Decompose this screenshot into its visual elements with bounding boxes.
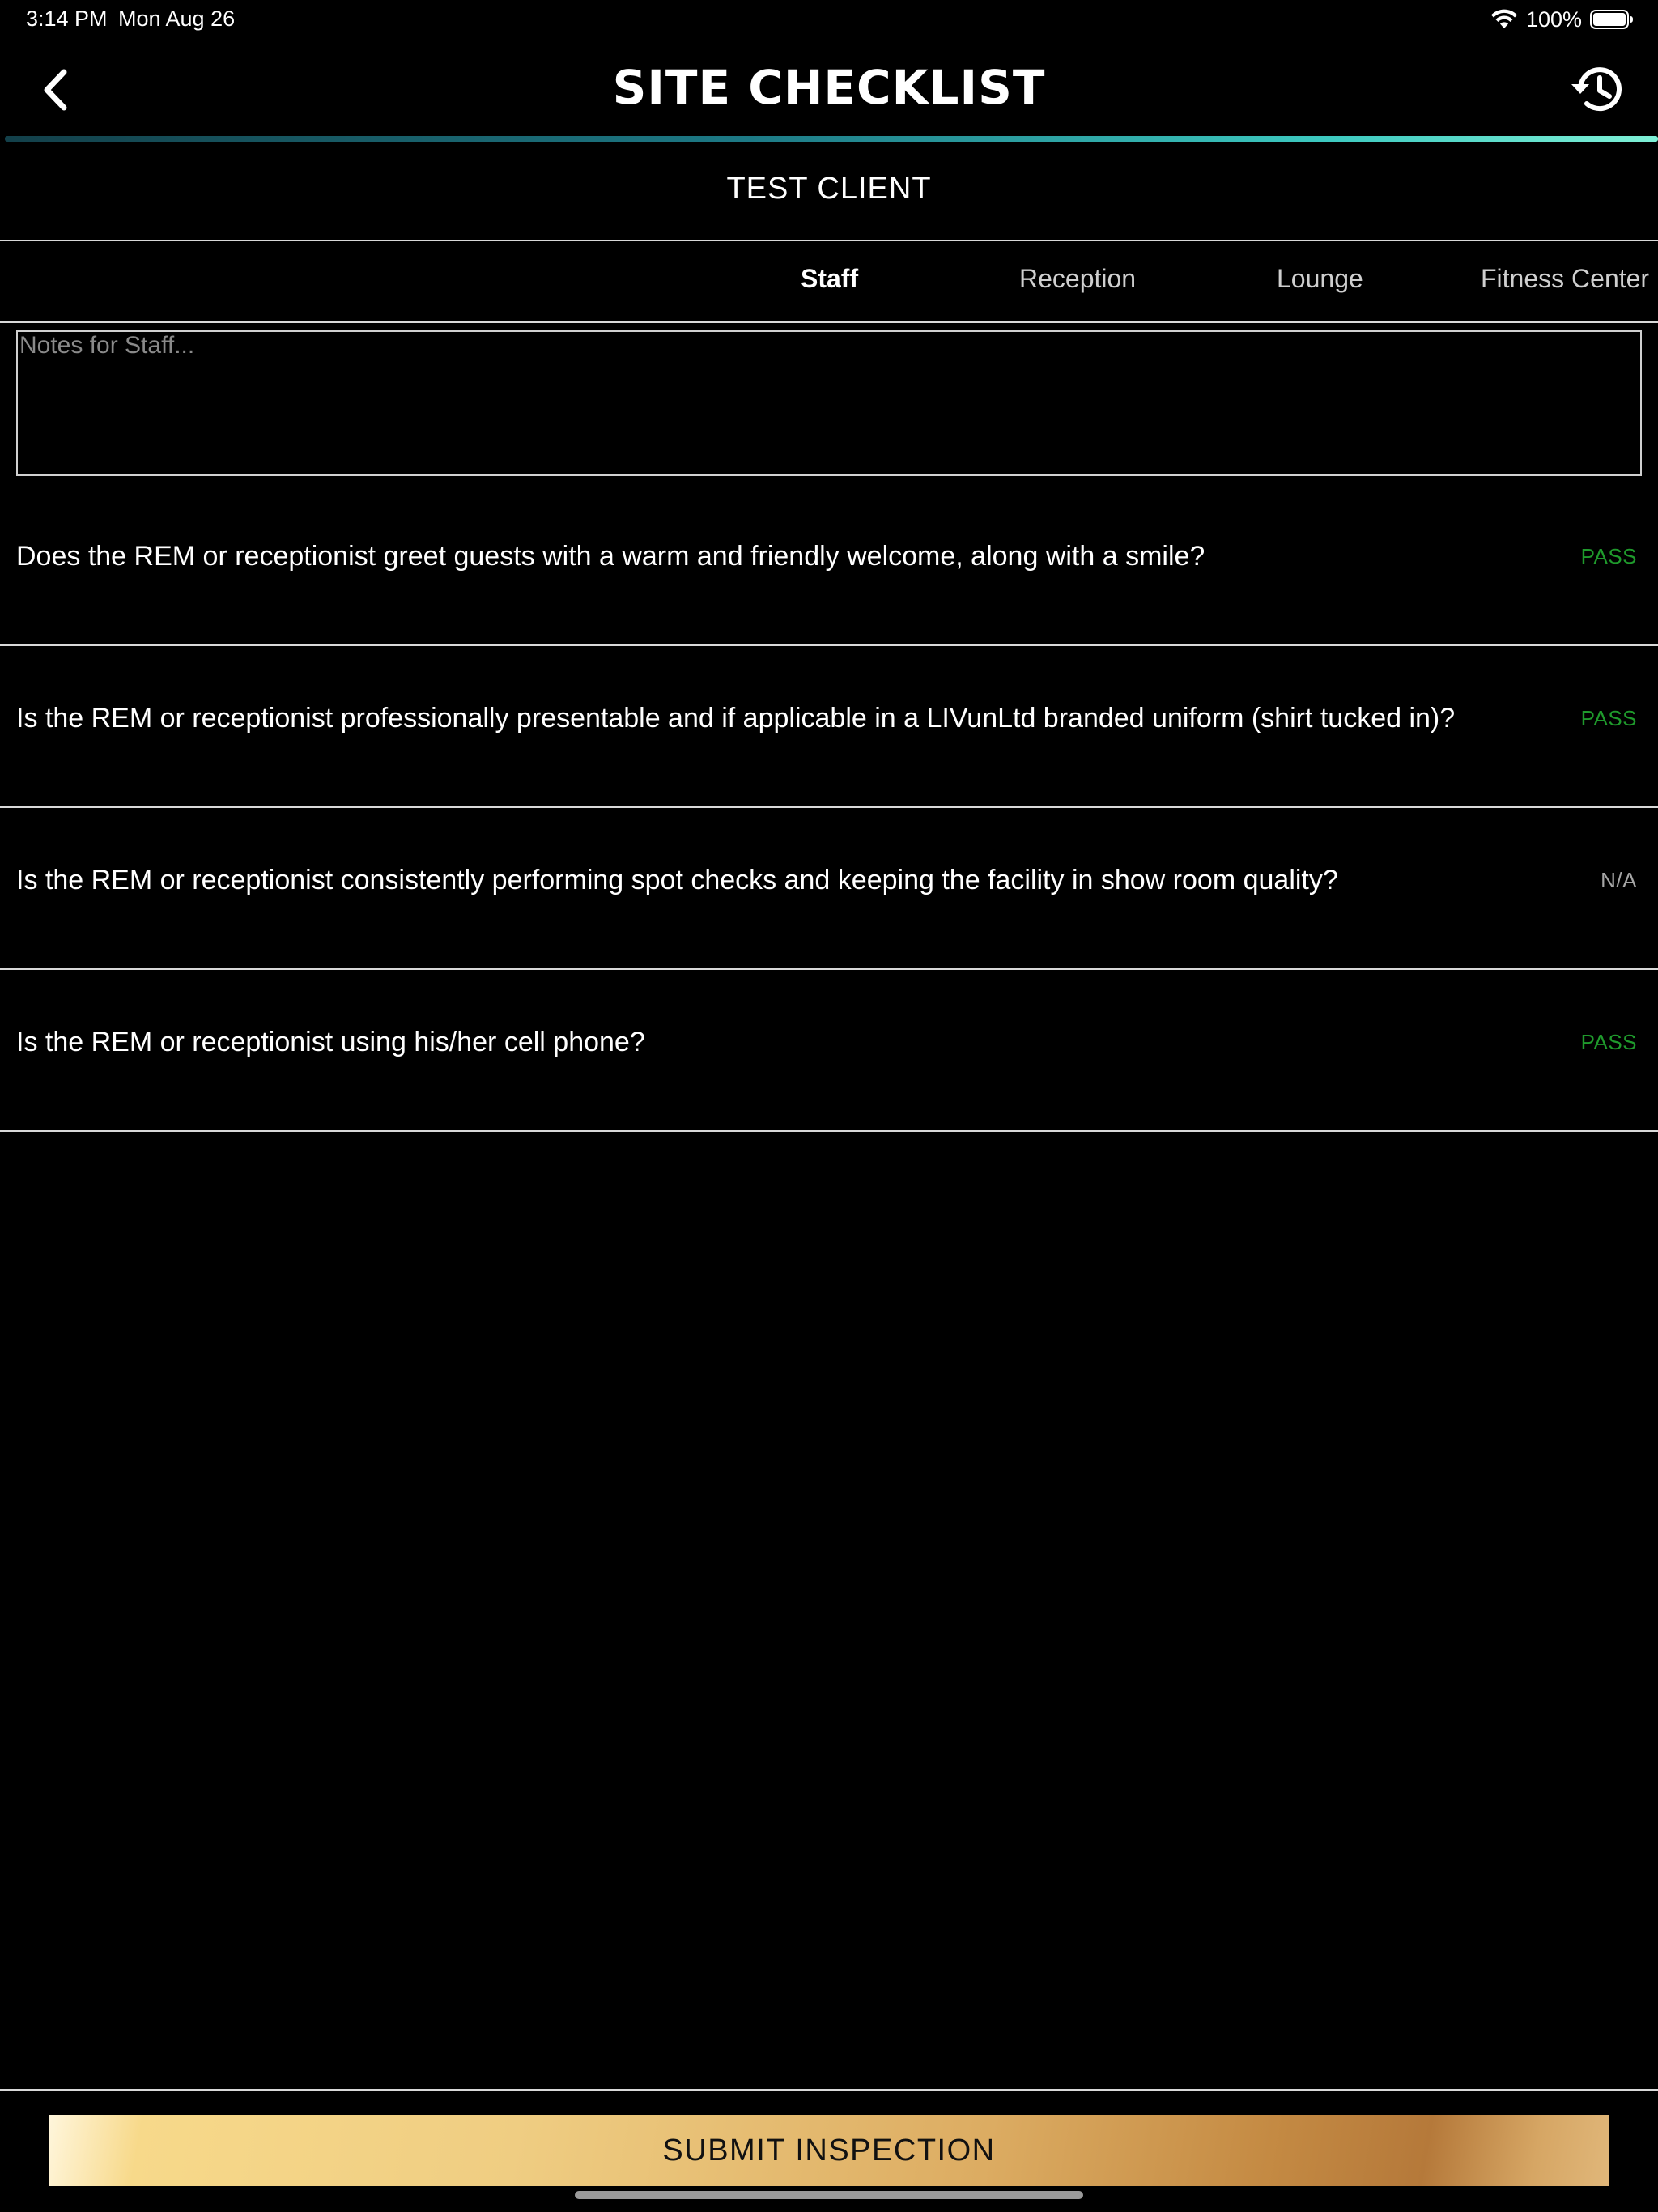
result-badge[interactable]: N/A	[1601, 868, 1637, 892]
checklist-question: Is the REM or receptionist consistently performing spot checks and keeping the facility in show room quality?	[16, 865, 1338, 895]
result-badge[interactable]: PASS	[1580, 706, 1637, 730]
status-bar	[0, 0, 1658, 39]
tab-fitness-center[interactable]: Fitness Center	[1481, 264, 1650, 293]
checklist-question: Is the REM or receptionist using his/her cell phone?	[16, 1027, 645, 1057]
category-tabs	[0, 241, 1658, 322]
checklist-item-greeting[interactable]	[0, 484, 1658, 646]
header-accent-line	[5, 136, 1658, 142]
client-name: TEST CLIENT	[726, 172, 932, 206]
divider	[0, 1130, 1658, 1132]
footer-divider	[0, 2089, 1658, 2091]
result-badge[interactable]: PASS	[1580, 1030, 1637, 1054]
notes-input[interactable]	[16, 330, 1642, 476]
submit-inspection-button[interactable]: SUBMIT INSPECTION	[49, 2115, 1609, 2186]
nav-bar	[0, 39, 1658, 138]
checklist-item-presentable[interactable]	[0, 646, 1658, 808]
page-title: SITE CHECKLIST	[612, 60, 1046, 115]
checklist-item-cell-phone[interactable]	[0, 970, 1658, 1132]
divider	[0, 321, 1658, 323]
status-date: Mon Aug 26	[118, 6, 236, 31]
status-indicators	[1490, 6, 1634, 32]
battery-icon	[1590, 9, 1634, 30]
checklist-item-spot-checks[interactable]	[0, 808, 1658, 970]
home-indicator[interactable]	[575, 2191, 1083, 2199]
tab-reception[interactable]: Reception	[1019, 264, 1137, 293]
tab-staff[interactable]: Staff	[801, 264, 859, 293]
history-button[interactable]	[1567, 58, 1629, 120]
status-time: 3:14 PM	[26, 6, 108, 31]
battery-percent: 100%	[1525, 6, 1582, 32]
result-badge[interactable]: PASS	[1580, 544, 1637, 568]
checklist-question: Does the REM or receptionist greet guests with a warm and friendly welcome, along with a smile?	[16, 541, 1205, 572]
wifi-icon	[1490, 9, 1518, 30]
checklist-question: Is the REM or receptionist professionally presentable and if applicable in a LIVunLtd branded uniform (shirt tucked in)?	[16, 703, 1456, 734]
history-icon	[1569, 60, 1627, 118]
tab-lounge[interactable]: Lounge	[1277, 264, 1363, 293]
